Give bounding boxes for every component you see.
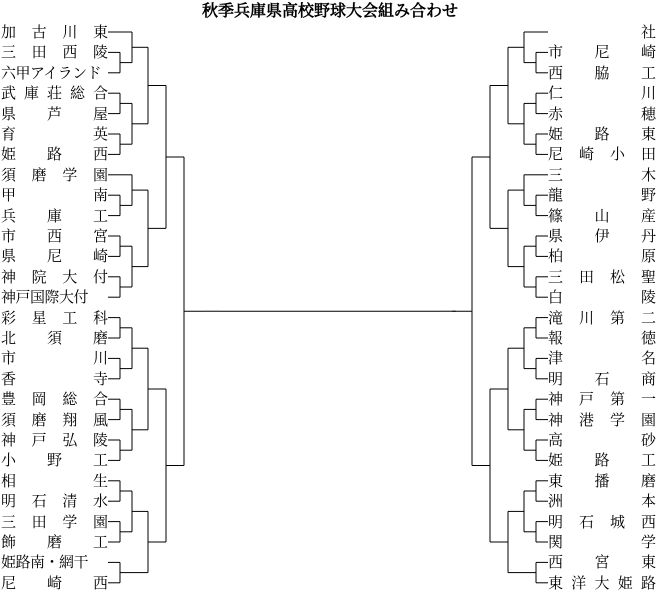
team-name-char: 播: [594, 471, 610, 490]
team-name-char: 大: [62, 267, 78, 286]
team-name-char: 川: [62, 23, 78, 41]
team-name-char: 須: [1, 165, 17, 184]
team-name-char: 古: [31, 23, 47, 41]
team-name: 姫路南・網干: [1, 553, 89, 572]
right-team-3: [548, 63, 656, 83]
team-name-char: 小: [609, 145, 625, 164]
team-name-char: 東: [92, 23, 108, 41]
team-name-char: 三: [1, 512, 17, 531]
team-name-char: 姫: [1, 145, 17, 164]
team-name-char: 陵: [92, 43, 108, 62]
team-name: 六甲アイランド: [1, 63, 102, 82]
team-name-char: 砂: [640, 431, 656, 449]
team-name-char: 磨: [31, 165, 47, 184]
team-name-char: 三: [1, 43, 17, 62]
team-name-char: 名: [640, 349, 656, 368]
left-team-22: [0, 450, 108, 470]
left-team-12: [0, 246, 108, 266]
team-name-char: 英: [92, 125, 108, 143]
team-name-char: 須: [46, 329, 62, 347]
team-name-char: 育: [1, 125, 17, 143]
left-team-20: [0, 410, 108, 430]
team-name-char: 西: [640, 512, 656, 531]
team-name-char: 柏: [548, 247, 564, 266]
page-title: 秋季兵庫県高校野球大会組み合わせ: [201, 1, 458, 20]
team-name-char: 東: [640, 553, 656, 572]
team-name-char: 崎: [578, 145, 594, 164]
team-name-char: 県: [1, 247, 17, 266]
team-name-char: 田: [31, 512, 47, 531]
left-team-25: [0, 512, 108, 532]
team-name-char: 合: [92, 84, 108, 103]
team-name-char: 津: [548, 349, 564, 368]
team-name-char: 伊: [594, 227, 610, 245]
right-team-5: [548, 104, 656, 124]
team-name-char: 商: [640, 369, 656, 388]
team-name-char: 工: [92, 533, 108, 551]
team-name-char: 宮: [92, 227, 108, 245]
team-name-char: 工: [62, 308, 78, 327]
team-name-char: 西: [548, 553, 564, 572]
team-name-char: 徳: [640, 329, 656, 347]
team-name-char: 風: [92, 410, 108, 429]
team-name-char: 東: [548, 471, 564, 490]
team-name-char: 院: [31, 267, 47, 286]
team-name-char: 崎: [640, 43, 656, 62]
team-name-char: 兵: [1, 206, 17, 225]
team-name-char: 西: [92, 145, 108, 164]
team-name-char: 市: [1, 349, 17, 368]
team-name-char: 尼: [594, 43, 610, 62]
team-name-char: 南: [92, 186, 108, 205]
left-team-7: [0, 144, 108, 164]
team-name-char: 庫: [23, 84, 39, 103]
right-team-24: [548, 491, 656, 511]
right-team-1: [548, 22, 656, 42]
team-name-char: 須: [1, 410, 17, 429]
team-name-char: 翔: [62, 410, 78, 429]
team-name-char: 西: [46, 227, 62, 245]
team-name-char: 三: [548, 267, 564, 286]
right-team-15: [548, 308, 656, 328]
team-name-char: 三: [548, 165, 564, 184]
team-name-char: 赤: [548, 104, 564, 123]
team-name-char: 関: [548, 533, 564, 551]
right-team-4: [548, 83, 656, 103]
team-name-char: 庫: [46, 206, 62, 225]
team-name-char: 尼: [46, 247, 62, 266]
team-name-char: 二: [640, 308, 656, 327]
right-team-22: [548, 450, 656, 470]
left-team-14: [0, 287, 108, 307]
team-name-char: 報: [548, 329, 564, 347]
right-team-17: [548, 348, 656, 368]
team-name-char: 洋: [571, 573, 587, 592]
left-team-8: [0, 165, 108, 185]
team-name-char: 路: [640, 573, 656, 592]
team-name-char: 田: [31, 43, 47, 62]
team-name-char: 姫: [617, 573, 633, 592]
team-name-char: 川: [92, 349, 108, 368]
team-name-char: 崎: [46, 573, 62, 592]
team-name-char: 磨: [31, 410, 47, 429]
team-name-char: 野: [46, 451, 62, 470]
team-name-char: 松: [609, 267, 625, 286]
team-name-char: 第: [609, 390, 625, 409]
left-team-2: [0, 42, 108, 62]
team-name-char: 学: [609, 410, 625, 429]
team-name-char: 洲: [548, 492, 564, 511]
team-name-char: 工: [92, 206, 108, 225]
team-name-char: 香: [1, 369, 17, 388]
team-name-char: 一: [640, 390, 656, 409]
team-name-char: 学: [640, 533, 656, 551]
team-name-char: 園: [640, 410, 656, 429]
team-name-char: 港: [578, 410, 594, 429]
right-team-16: [548, 328, 656, 348]
team-name-char: 明: [548, 369, 564, 388]
left-team-13: [0, 267, 108, 287]
team-name-char: 園: [92, 512, 108, 531]
team-name: 神戸国際大付: [1, 288, 89, 307]
team-name-char: 東: [640, 125, 656, 143]
left-team-24: [0, 491, 108, 511]
team-name-char: 星: [31, 308, 47, 327]
team-name-char: 屋: [92, 104, 108, 123]
team-name-char: 合: [92, 390, 108, 409]
team-name-char: 明: [548, 512, 564, 531]
team-name-char: 東: [548, 573, 564, 592]
team-name-char: 磨: [46, 533, 62, 551]
right-team-12: [548, 246, 656, 266]
left-team-9: [0, 185, 108, 205]
team-name-char: 北: [1, 329, 17, 347]
left-team-11: [0, 226, 108, 246]
team-name-char: 路: [594, 125, 610, 143]
right-team-28: [548, 573, 656, 593]
team-name-char: 陵: [640, 288, 656, 307]
team-name-char: 磨: [92, 329, 108, 347]
team-name-char: 神: [1, 431, 17, 449]
left-team-6: [0, 124, 108, 144]
right-team-8: [548, 165, 656, 185]
team-name-char: 西: [92, 573, 108, 592]
team-name-char: 田: [640, 145, 656, 164]
team-name-char: 第: [609, 308, 625, 327]
left-team-21: [0, 430, 108, 450]
team-name-char: 本: [640, 492, 656, 511]
team-name-char: 寺: [92, 369, 108, 388]
left-team-1: [0, 22, 108, 42]
team-name-char: 産: [640, 206, 656, 225]
team-name-char: 小: [1, 451, 17, 470]
team-name-char: 姫: [548, 125, 564, 143]
team-name-char: 神: [1, 267, 17, 286]
team-name-char: 仁: [548, 84, 564, 103]
team-name-char: 学: [62, 512, 78, 531]
left-team-3: [0, 63, 108, 83]
team-name-char: 高: [548, 431, 564, 449]
right-team-14: [548, 287, 656, 307]
team-name-char: 付: [92, 267, 108, 286]
team-name-char: 川: [578, 308, 594, 327]
team-name-char: 岡: [31, 390, 47, 409]
left-team-26: [0, 532, 108, 552]
team-name-char: 丹: [640, 227, 656, 245]
team-name-char: 科: [92, 308, 108, 327]
team-name-char: 彩: [1, 308, 17, 327]
team-name-char: 西: [62, 43, 78, 62]
right-team-18: [548, 369, 656, 389]
team-name-char: 加: [1, 23, 17, 41]
team-name-char: 甲: [1, 186, 17, 205]
team-name-char: 豊: [1, 390, 17, 409]
team-name-char: 大: [594, 573, 610, 592]
team-name-char: 工: [640, 451, 656, 470]
left-team-4: [0, 83, 108, 103]
team-name-char: 尼: [548, 145, 564, 164]
team-name-char: 尼: [1, 573, 17, 592]
team-name-char: 龍: [548, 186, 564, 205]
right-team-20: [548, 410, 656, 430]
team-name-char: 工: [640, 63, 656, 82]
left-team-17: [0, 348, 108, 368]
right-team-13: [548, 267, 656, 287]
team-name-char: 西: [548, 63, 564, 82]
left-team-15: [0, 308, 108, 328]
team-name-char: 石: [578, 512, 594, 531]
team-name-char: 園: [92, 165, 108, 184]
team-name-char: 市: [548, 43, 564, 62]
team-name-char: 市: [1, 227, 17, 245]
team-name-char: 野: [640, 186, 656, 205]
team-name-char: 社: [640, 23, 656, 41]
team-name-char: 脇: [594, 63, 610, 82]
team-name-char: 滝: [548, 308, 564, 327]
team-name-char: 路: [46, 145, 62, 164]
right-team-25: [548, 512, 656, 532]
team-name-char: 田: [578, 267, 594, 286]
team-name-char: 篠: [548, 206, 564, 225]
team-name-char: 石: [31, 492, 47, 511]
team-name-char: 穂: [640, 104, 656, 123]
team-name-char: 神: [548, 410, 564, 429]
left-team-28: [0, 573, 108, 593]
team-name-char: 石: [594, 369, 610, 388]
right-team-2: [548, 42, 656, 62]
team-name-char: 城: [609, 512, 625, 531]
team-name-char: 総: [62, 390, 78, 409]
right-team-7: [548, 144, 656, 164]
left-team-18: [0, 369, 108, 389]
team-name-char: 戸: [578, 390, 594, 409]
right-team-23: [548, 471, 656, 491]
left-team-10: [0, 206, 108, 226]
left-team-5: [0, 104, 108, 124]
team-name-char: 原: [640, 247, 656, 266]
right-team-11: [548, 226, 656, 246]
left-team-19: [0, 389, 108, 409]
team-name-char: 水: [92, 492, 108, 511]
team-name-char: 磨: [640, 471, 656, 490]
right-team-21: [548, 430, 656, 450]
left-team-16: [0, 328, 108, 348]
right-team-26: [548, 532, 656, 552]
team-name-char: 川: [640, 84, 656, 103]
team-name-char: 戸: [31, 431, 47, 449]
team-name-char: 清: [62, 492, 78, 511]
team-name-char: 木: [640, 165, 656, 184]
team-name-char: 相: [1, 471, 17, 490]
team-name-char: 路: [594, 451, 610, 470]
team-name-char: 総: [69, 84, 85, 103]
team-name-char: 武: [1, 84, 17, 103]
team-name-char: 荘: [46, 84, 62, 103]
right-team-27: [548, 552, 656, 572]
right-team-9: [548, 185, 656, 205]
left-team-23: [0, 471, 108, 491]
team-name-char: 聖: [640, 267, 656, 286]
team-name-char: 陵: [92, 431, 108, 449]
team-name-char: 芦: [46, 104, 62, 123]
team-name-char: 県: [1, 104, 17, 123]
team-name-char: 山: [594, 206, 610, 225]
team-name-char: 学: [62, 165, 78, 184]
right-team-19: [548, 389, 656, 409]
team-name-char: 工: [92, 451, 108, 470]
left-team-27: [0, 552, 108, 572]
team-name-char: 白: [548, 288, 564, 307]
team-name-char: 県: [548, 227, 564, 245]
right-team-10: [548, 206, 656, 226]
team-name-char: 姫: [548, 451, 564, 470]
right-team-6: [548, 124, 656, 144]
team-name-char: 弘: [62, 431, 78, 449]
team-name-char: 崎: [92, 247, 108, 266]
team-name-char: 明: [1, 492, 17, 511]
team-name-char: 宮: [594, 553, 610, 572]
team-name-char: 生: [92, 471, 108, 490]
team-name-char: 飾: [1, 533, 17, 551]
team-name-char: 神: [548, 390, 564, 409]
